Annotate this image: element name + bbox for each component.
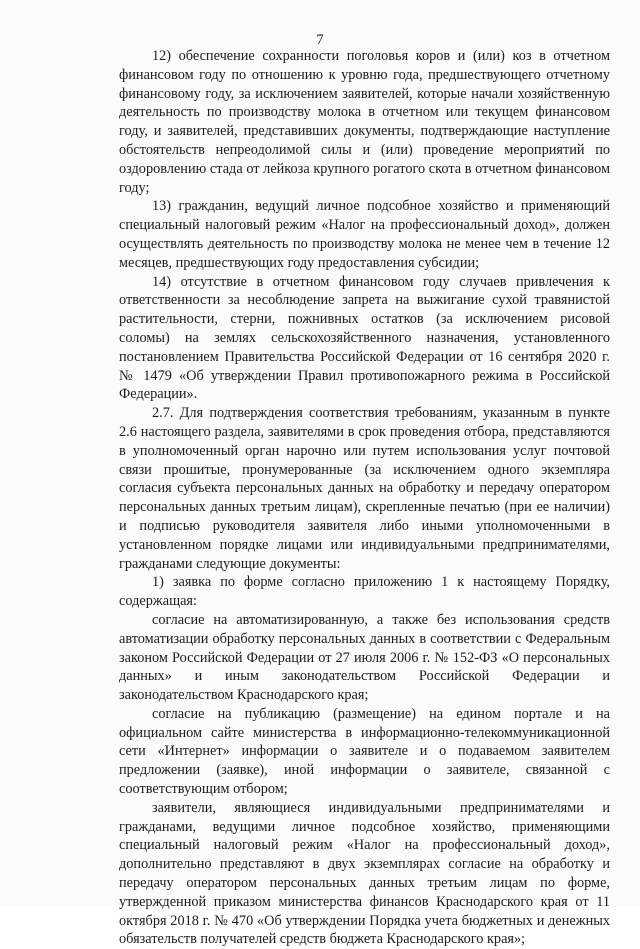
paragraph-item-13: 13) гражданин, ведущий личное подсобное хозяйство и применяющий специальный налоговый режим «Налог на профессиональный доход», должен осуществлять деятельность по производству молока не менее чем в течение 12 месяцев, предшествующих году предоставления субсидии; [119,198,610,271]
paragraph-section-2-7: 2.7. Для подтверждения соответствия требованиям, указанным в пункте 2.6 настоящего раздела, заявителями в срок проведения отбора, представляются в уполномоченный орган нарочно или путем использования услуг почтовой связи прошитые, пронумерованные (за исключением одного экземпляра согласия субъекта персональных данных на обработку и передачу оператором персональных данных третьим лицам), скрепленные печатью (при ее наличии) и подписью руководителя заявителя либо иными уполномоченными в установленном порядке лицами или индивидуальными предпринимателями, гражданами следующие документы: [119,405,610,572]
paragraph-consent-publication: согласие на публикацию (размещение) на едином портале и на официальном сайте министерства в информационно-телекоммуникационной сети «Интернет» информации о заявителе и о подаваемом заявителем предложении (заявке), иной информации о заявителе, связанной с соответствующим отбором; [119,705,610,798]
page-number: 7 [316,32,324,48]
paragraph-item-12: 12) обеспечение сохранности поголовья коров и (или) коз в отчетном финансовом году по отношению к уровню года, предшествующего отчетному финансовому году, за исключением заявителей, которые начали хозяйственную деятельность по производству молока в отчетном или текущем финансовом году, и заявителей, представивших документы, подтверждающие наступление обстоятельств непреодолимой силы и (или) проведение мероприятий по оздоровлению стада от лейкоза крупного рогатого скота в отчетном финансовом году; [119,48,610,196]
paragraph-consent-processing: согласие на автоматизированную, а также без использования средств автоматизации обработку персональных данных в соответствии с Федеральным законом Российской Федерации от 27 июля 2006 г. № 152-ФЗ «О персональных данных» и иным законодательством Российской Федерации и законодательством Краснодарского края; [119,611,610,704]
paragraph-item-14: 14) отсутствие в отчетном финансовом году случаев привлечения к ответственности за несоблюдение запрета на выжигание сухой травянистой растительности, стерни, пожнивных остатков (за исключением рисовой соломы) на землях сельскохозяйственного назначения, установленного постановлением Правительства Российской Федерации от 16 сентября 2020 г. № 1479 «Об утверждении Правил противопожарного режима в Российской Федерации». [119,273,610,403]
document-body [119,47,610,949]
paragraph-entrepreneurs-consent: заявители, являющиеся индивидуальными предпринимателями и гражданами, ведущими личное подсобное хозяйство, применяющими специальный налоговый режим «Налог на профессиональный доход», дополнительно представляют в двух экземплярах согласие на обработку и передачу оператором персональных данных третьим лицам по форме, утвержденной приказом министерства финансов Краснодарского края от 11 октября 2018 г. № 470 «Об утверждении Порядка учета бюджетных и денежных обязательств получателей средств бюджета Краснодарского края»; [119,799,610,948]
paragraph-application: 1) заявка по форме согласно приложению 1 к настоящему Порядку, содержащая: [119,574,610,610]
